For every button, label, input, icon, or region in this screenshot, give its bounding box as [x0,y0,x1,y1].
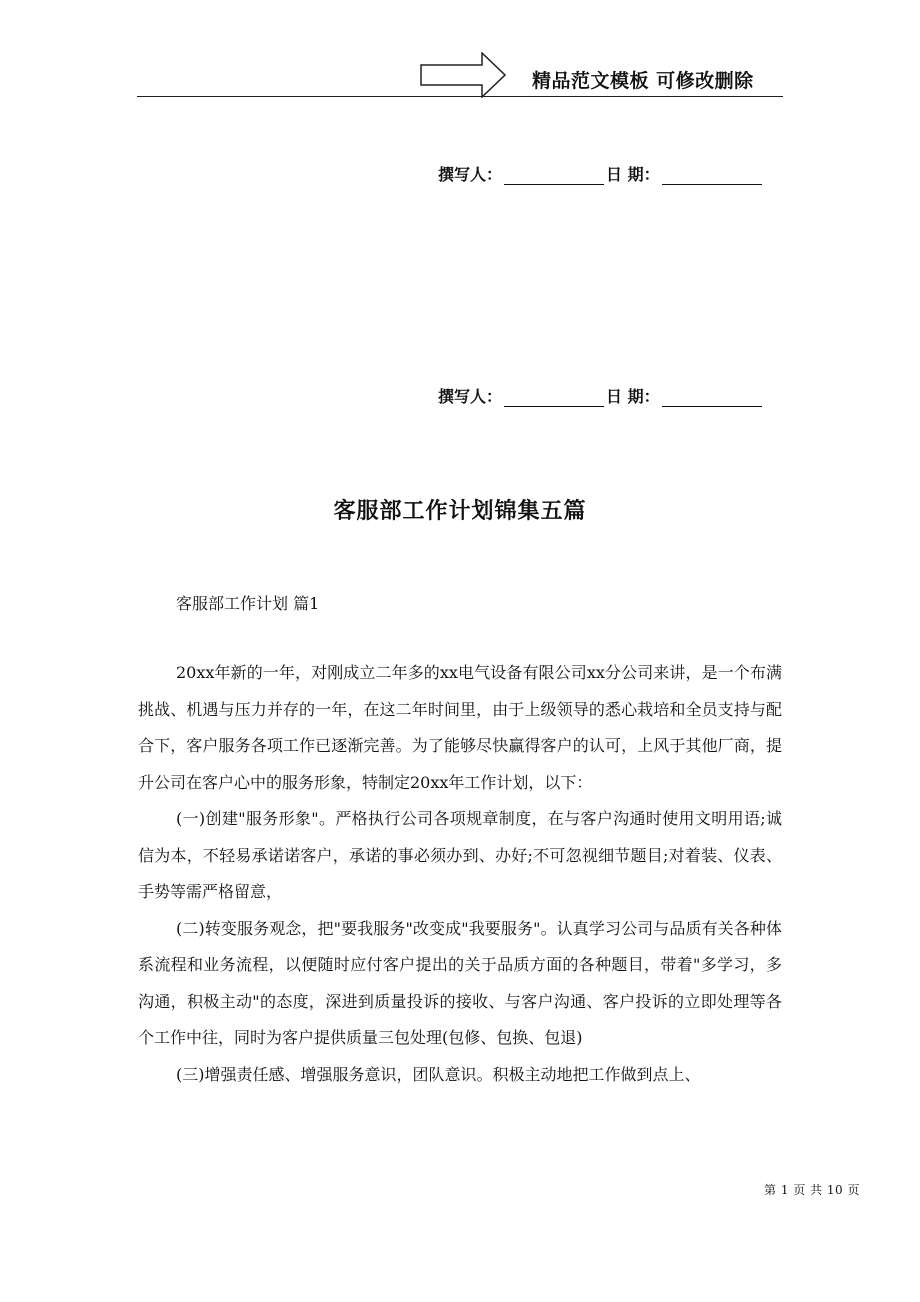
author-blank [504,388,604,407]
document-body [138,655,782,1093]
signature-block [438,162,764,185]
author-label: 撰写人： [438,387,503,406]
paragraph: (二)转变服务观念，把"要我服务"改变成"我要服务"。认真学习公司与品质有关各种体系流程和业务流程，以便随时应付客户提出的关于品质方面的各种题目，带着"多学习，多沟通，积极主动"的态度，深进到质量投诉的接收、与客户沟通、客户投诉的立即处理等各个工作中往，同时为客户提供质量三包处理(包修、包换、包退) [138,918,782,1047]
author-label: 撰写人： [438,165,503,184]
header-tagline: 精品范文模板 可修改删除 [532,70,754,92]
paragraph: 20xx年新的一年，对刚成立二年多的xx电气设备有限公司xx分公司来讲，是一个布满挑战、机遇与压力并存的一年，在这二年时间里，由于上级领导的悉心栽培和全员支持与配合下，客户服务各项工作已逐渐完善。为了能够尽快赢得客户的认可，上风于其他厂商，提升公司在客户心中的服务形象，特制定20xx年工作计划，以下： [138,663,782,792]
author-blank [504,166,604,185]
date-blank [662,388,762,407]
signature-block [438,384,764,407]
document-title: 客服部工作计划锦集五篇 [333,499,587,524]
date-label: 日 期： [606,165,660,184]
paragraph: (一)创建"服务形象"。严格执行公司各项规章制度，在与客户沟通时使用文明用语;诚信为本，不轻易承诺诺客户，承诺的事必须办到、办好;不可忽视细节题目;对着装、仪表、手势等需严格留意， [138,809,782,901]
paragraph: (三)增强责任感、增强服务意识，团队意识。积极主动地把工作做到点上、 [176,1064,701,1084]
page-number: 第 1 页 共 10 页 [764,1183,860,1197]
date-label: 日 期： [606,387,660,406]
header-divider [137,96,783,97]
section-heading: 客服部工作计划 篇1 [176,594,320,613]
date-blank [662,166,762,185]
arrow-icon [420,52,506,98]
